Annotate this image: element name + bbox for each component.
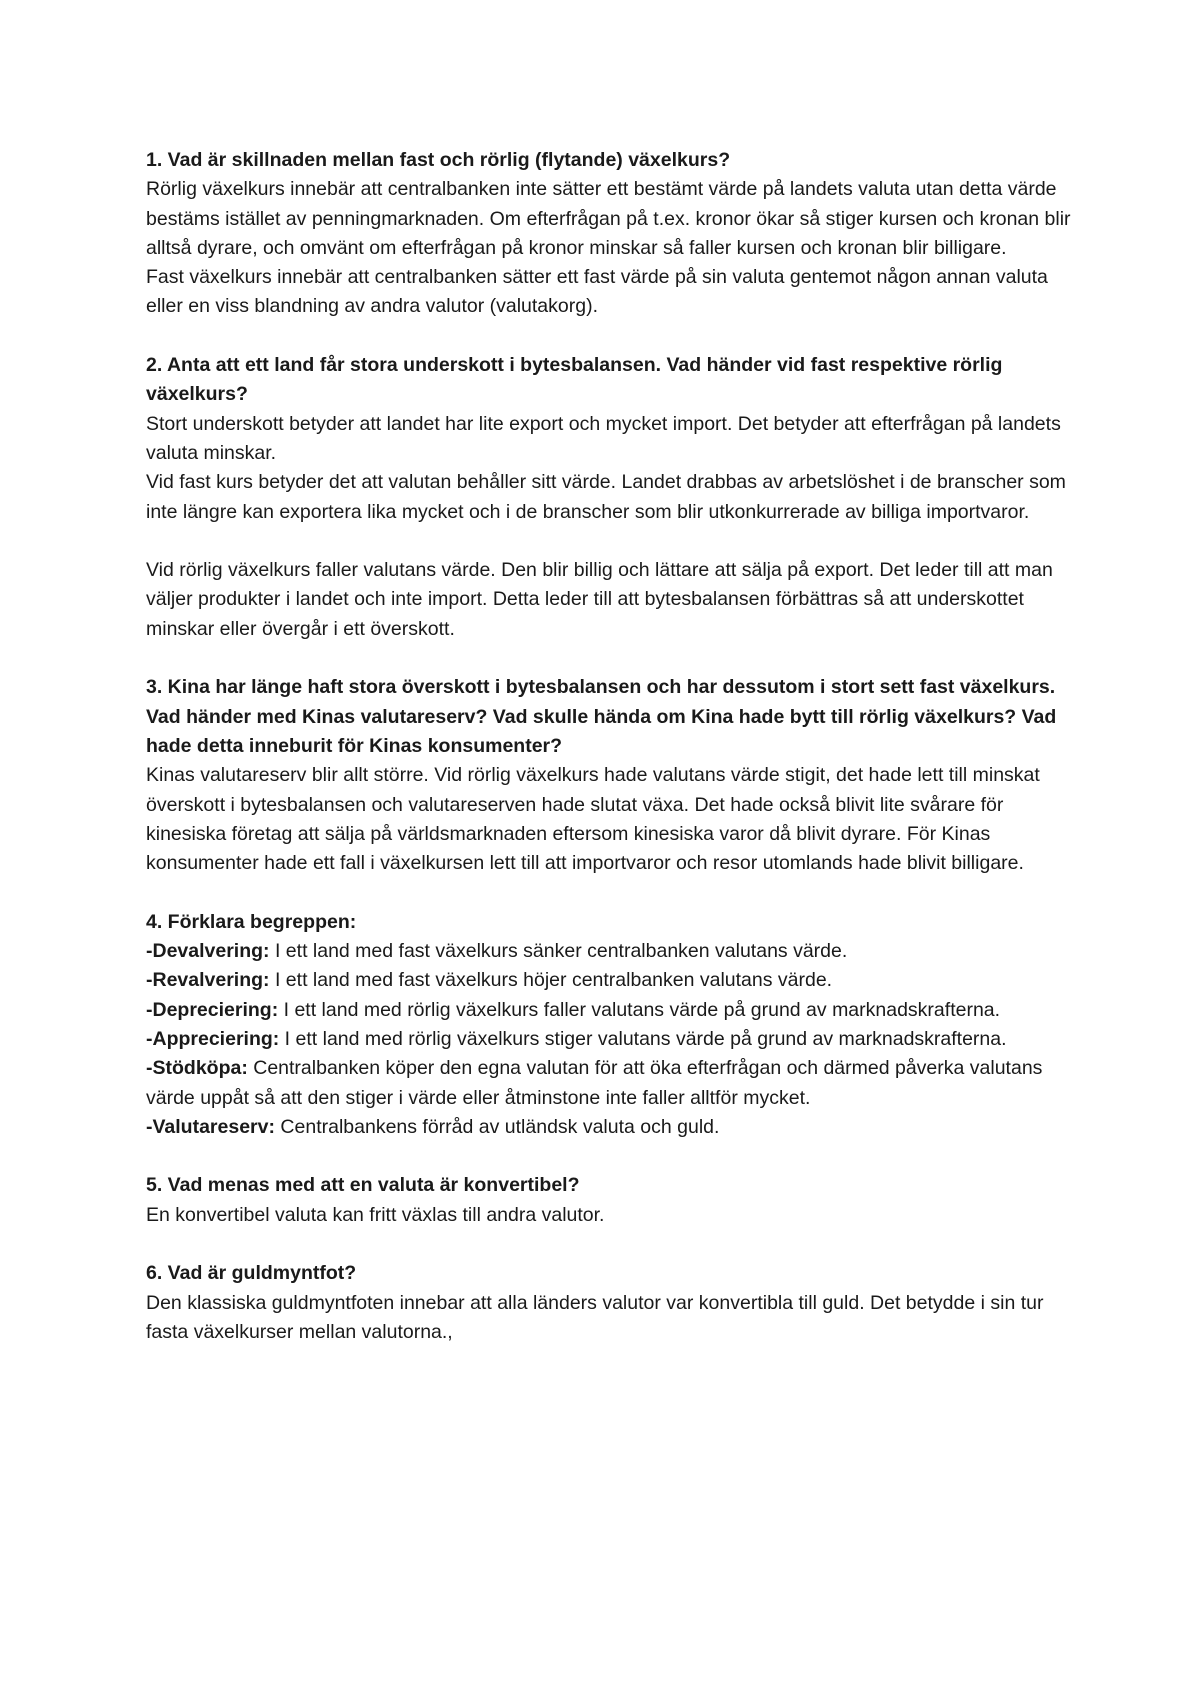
section-2 <box>146 351 1080 644</box>
answer-1-paragraph-1: Rörlig växelkurs innebär att centralbanken inte sätter ett bestämt värde på landets valuta utan detta värde bestäms istället av penningmarknaden. Om efterfrågan på t.ex. kronor ökar så stiger kursen och kronan blir alltså dyrare, och omvänt om efterfrågan på kronor minskar så faller kursen och kronan blir billigare. <box>146 178 1071 259</box>
question-1-heading: 1. Vad är skillnaden mellan fast och rörlig (flytande) växelkurs? <box>146 149 731 171</box>
question-6-heading: 6. Vad är guldmyntfot? <box>146 1262 357 1285</box>
term-label: -Appreciering: <box>146 1027 280 1050</box>
blank-line <box>146 527 1080 556</box>
answer-5-paragraph-1: En konvertibel valuta kan fritt växlas till andra valutor. <box>146 1203 605 1226</box>
definition-appreciering <box>146 1025 1080 1054</box>
term-definition: I ett land med rörlig växelkurs faller valutans värde på grund av marknadskrafterna. <box>278 998 1001 1021</box>
term-definition: I ett land med fast växelkurs sänker centralbanken valutans värde. <box>269 940 848 963</box>
answer-2-paragraph-2: Vid fast kurs betyder det att valutan behåller sitt värde. Landet drabbas av arbetslöshet i de branscher som inte längre kan exportera lika mycket och i de branscher som blir utkonkurrerade av billiga importvaror. <box>146 471 1066 523</box>
section-3 <box>146 673 1080 878</box>
section-4 <box>146 908 1080 1142</box>
section-5 <box>146 1171 1080 1230</box>
term-label: -Valutareserv: <box>146 1115 275 1138</box>
term-label: -Stödköpa: <box>146 1057 248 1080</box>
definition-revalvering <box>146 966 1080 995</box>
term-label: -Devalvering: <box>146 940 270 963</box>
answer-2-paragraph-1: Stort underskott betyder att landet har lite export och mycket import. Det betyder att efterfrågan på landets valuta minskar. <box>146 412 1061 464</box>
answer-2-paragraph-3: Vid rörlig växelkurs faller valutans värde. Den blir billig och lättare att sälja på export. Det leder till att man väljer produkter i landet och inte import. Detta leder till att bytesbalansen förbättras så att underskottet minskar eller övergår i ett överskott. <box>146 559 1053 640</box>
term-definition: Centralbankens förråd av utländsk valuta och guld. <box>275 1115 720 1138</box>
term-definition: I ett land med fast växelkurs höjer centralbanken valutans värde. <box>269 969 833 992</box>
section-1 <box>146 146 1080 322</box>
question-4-heading: 4. Förklara begreppen: <box>146 910 357 933</box>
question-3-heading: 3. Kina har länge haft stora överskott i bytesbalansen och har dessutom i stort sett fast växelkurs. Vad händer med Kinas valutareserv? Vad skulle hända om Kina hade bytt till rörlig växelkurs? Vad hade detta inneburit för Kinas konsumenter? <box>146 676 1057 757</box>
definition-valutareserv <box>146 1113 1080 1142</box>
definition-depreciering <box>146 996 1080 1025</box>
answer-1-paragraph-2: Fast växelkurs innebär att centralbanken sätter ett fast värde på sin valuta gentemot någon annan valuta eller en viss blandning av andra valutor (valutakorg). <box>146 266 1048 318</box>
answer-3-paragraph-1: Kinas valutareserv blir allt större. Vid rörlig växelkurs hade valutans värde stigit, det hade lett till minskat överskott i bytesbalansen och valutareserven hade slutat växa. Det hade också blivit lite svårare för kinesiska företag att sälja på världsmarknaden eftersom kinesiska varor då blivit dyrare. För Kinas konsumenter hade ett fall i växelkursen lett till att importvaror och resor utomlands hade blivit billigare. <box>146 764 1040 875</box>
term-definition: I ett land med rörlig växelkurs stiger valutans värde på grund av marknadskrafterna. <box>279 1027 1007 1050</box>
term-label: -Revalvering: <box>146 969 270 992</box>
term-label: -Depreciering: <box>146 998 279 1021</box>
section-6 <box>146 1259 1080 1347</box>
answer-6-paragraph-1: Den klassiska guldmyntfoten innebar att alla länders valutor var konvertibla till guld. Det betydde i sin tur fasta växelkurser mellan valutorna., <box>146 1291 1044 1343</box>
definition-devalvering <box>146 937 1080 966</box>
question-2-heading: 2. Anta att ett land får stora underskott i bytesbalansen. Vad händer vid fast respektive rörlig växelkurs? <box>146 354 1003 406</box>
question-5-heading: 5. Vad menas med att en valuta är konvertibel? <box>146 1174 580 1197</box>
definition-stodkopa <box>146 1054 1080 1113</box>
term-definition: Centralbanken köper den egna valutan för att öka efterfrågan och därmed påverka valutans värde uppåt så att den stiger i värde eller åtminstone inte faller alltför mycket. <box>146 1057 1043 1109</box>
